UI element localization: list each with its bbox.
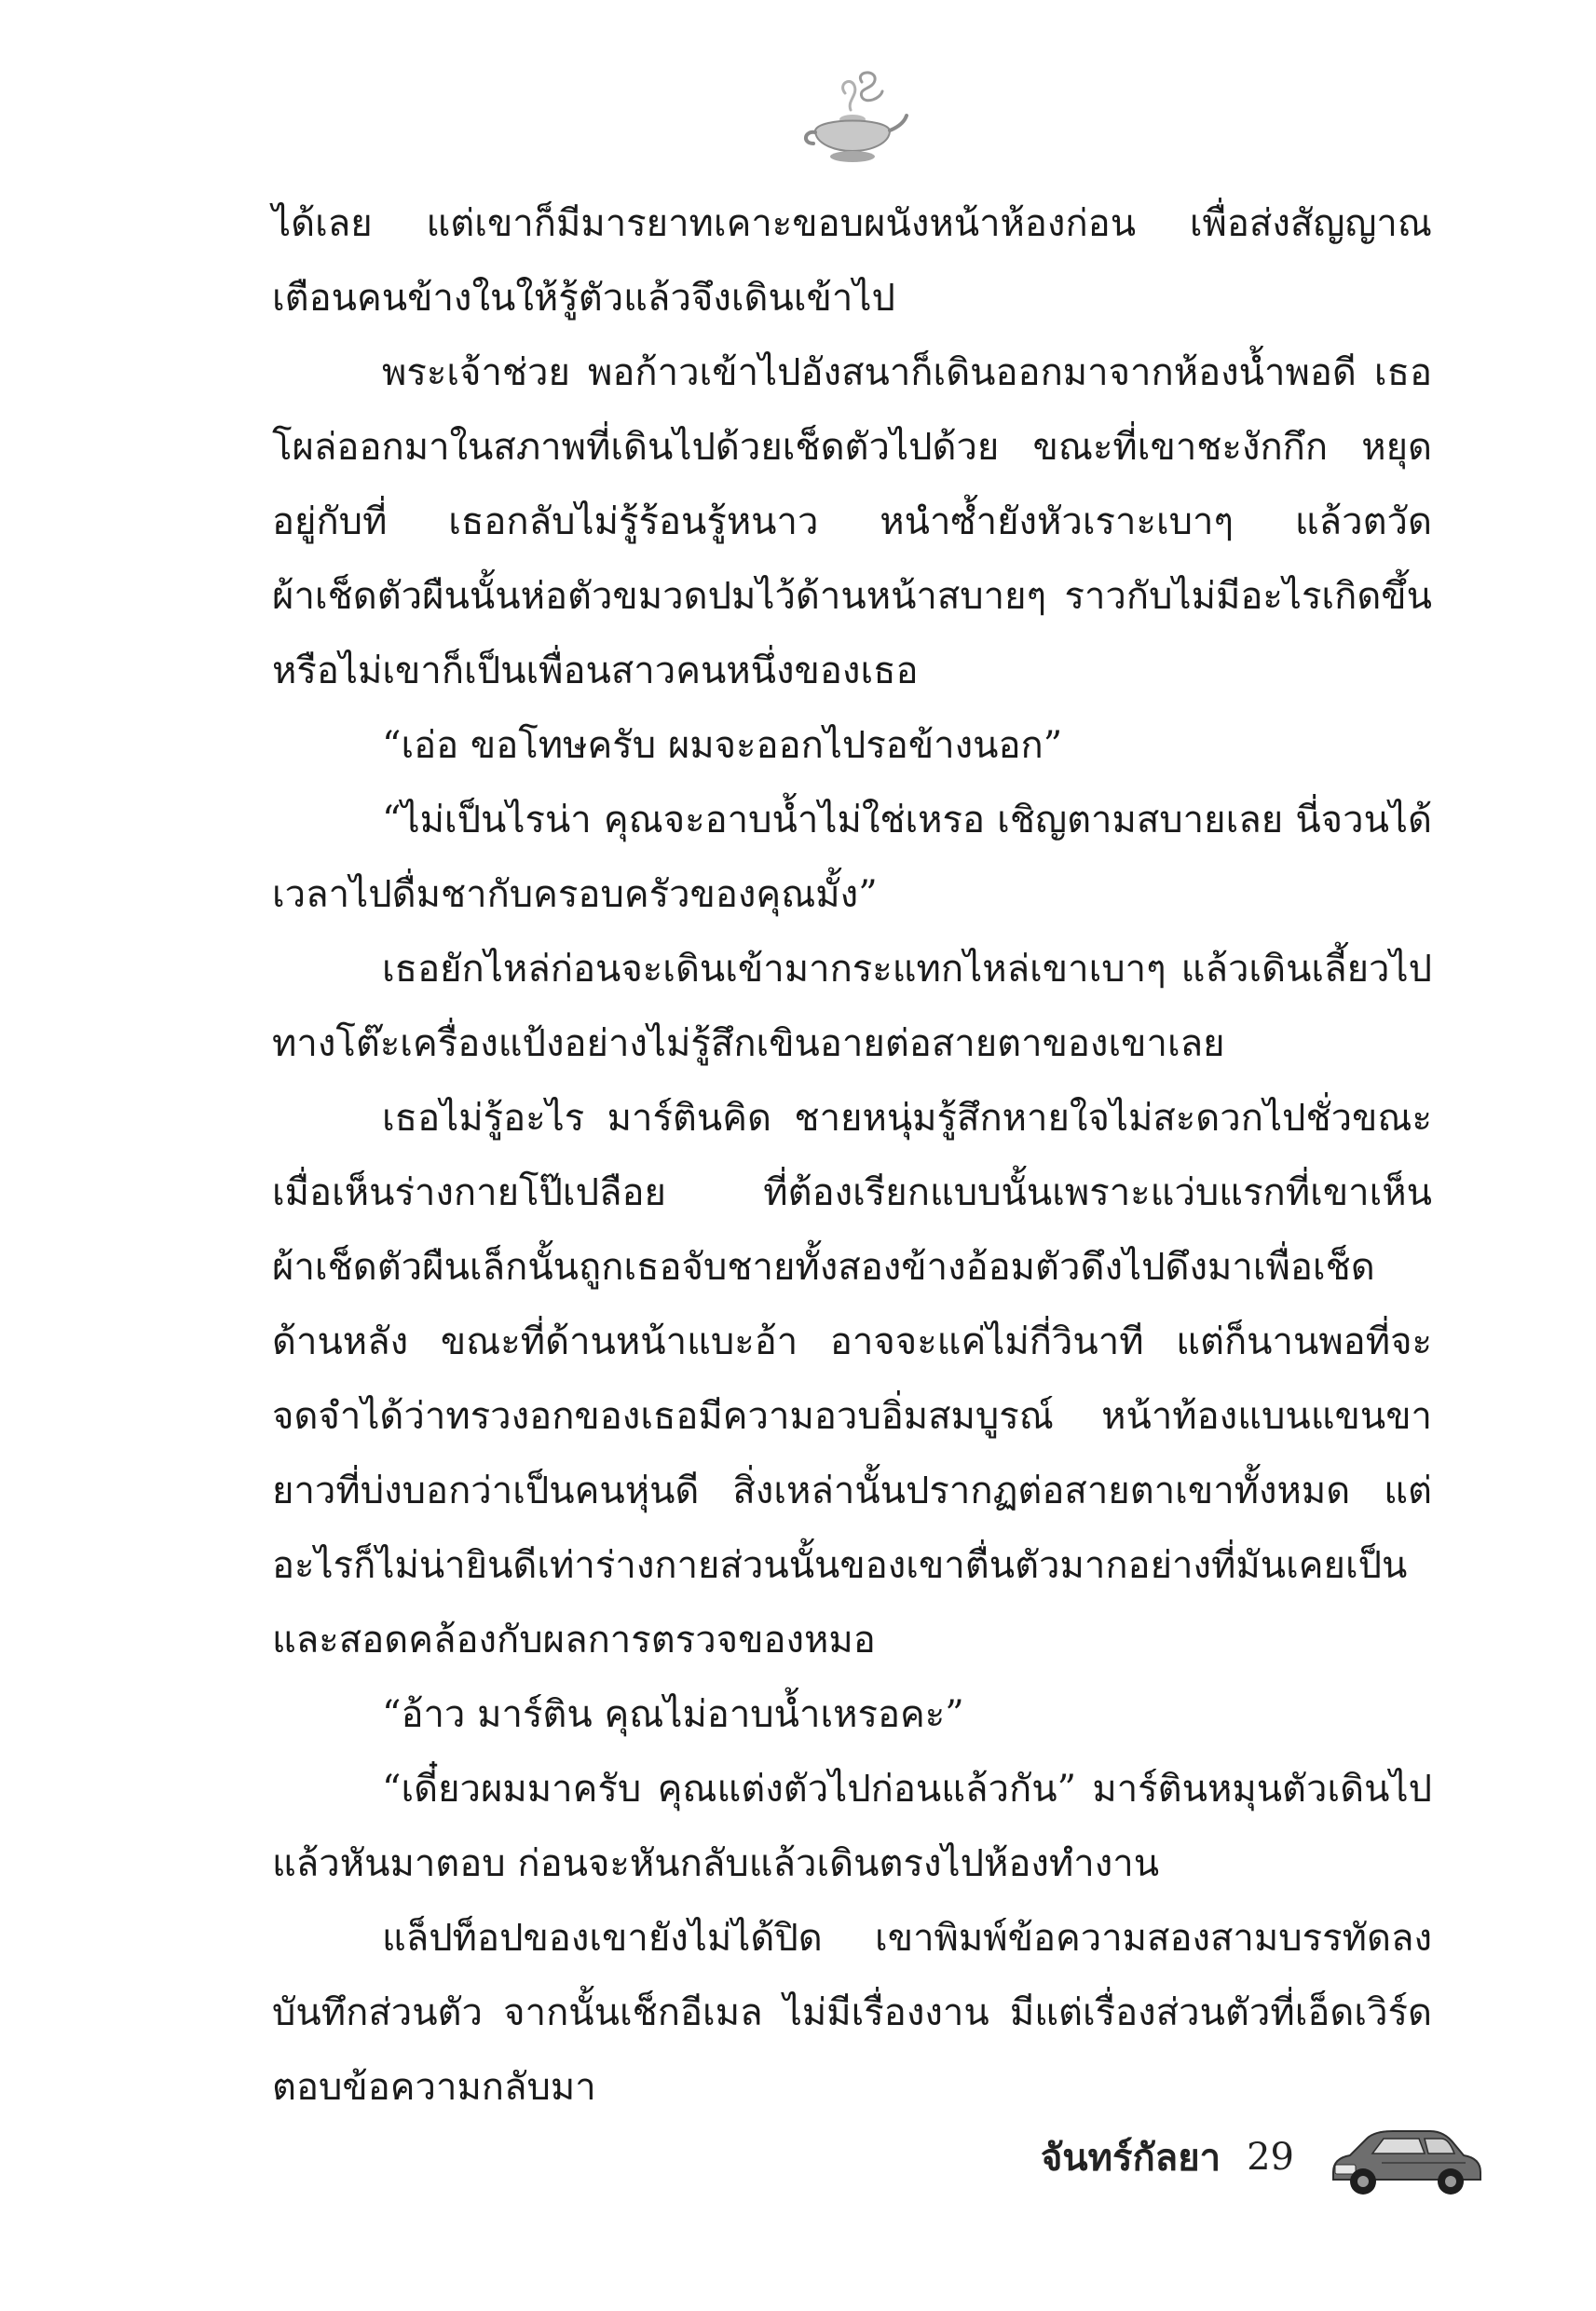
genie-lamp-icon [797, 65, 908, 177]
paragraph: “เอ่อ ขอโทษครับ ผมจะออกไปรอข้างนอก” [382, 724, 1063, 767]
paragraph: “ไม่เป็นไรน่า คุณจะอาบน้ำไม่ใช่เหรอ เชิญตามสบายเลย นี่จวนได้เวลาไปดื่มชากับครอบครัวของคุณมั้ง” [272, 799, 1432, 916]
paragraph: เธอไม่รู้อะไร มาร์ตินคิด ชายหนุ่มรู้สึกหายใจไม่สะดวกไปชั่วขณะ เมื่อเห็นร่างกายโป๊เปลือย ที่ต้องเรียกแบบนั้นเพราะแว่บแรกที่เขาเห็นผ้าเช็ดตัวผืนเล็กนั้นถูกเธอจับชายทั้งสองข้างอ้อมตัวดึงไปดึงมาเพื่อเช็ดด้านหลัง ขณะที่ด้านหน้าแบะอ้า อาจจะแค่ไม่กี่วินาที แต่ก็นานพอที่จะจดจำได้ว่าทรวงอกของเธอมีความอวบอิ่มสมบูรณ์ หน้าท้องแบนแขนขายาวที่บ่งบอกว่าเป็นคนหุ่นดี สิ่งเหล่านั้นปรากฏต่อสายตาเขาทั้งหมด แต่อะไรก็ไม่น่ายินดีเท่าร่างกายส่วนนั้นของเขาตื่นตัวมากอย่างที่มันเคยเป็นและสอดคล้องกับผลการตรวจของหมอ [272, 1097, 1432, 1661]
vintage-car-icon [1326, 2111, 1484, 2204]
paragraph: แล็ปท็อปของเขายังไม่ได้ปิด เขาพิมพ์ข้อความสองสามบรรทัดลงบันทึกส่วนตัว จากนั้นเช็กอีเมล ไม่มีเรื่องงาน มีแต่เรื่องส่วนตัวที่เอ็ดเวิร์ดตอบข้อความกลับมา [272, 1917, 1432, 2109]
paragraph: “อ้าว มาร์ติน คุณไม่อาบน้ำเหรอคะ” [382, 1693, 964, 1736]
paragraph: พระเจ้าช่วย พอก้าวเข้าไปอังสนาก็เดินออกมาจากห้องน้ำพอดี เธอโผล่ออกมาในสภาพที่เดินไปด้วยเช็ดตัวไปด้วย ขณะที่เขาชะงักกึก หยุดอยู่กับที่ เธอกลับไม่รู้ร้อนรู้หนาว หนำซ้ำยังหัวเราะเบาๆ แล้วตวัดผ้าเช็ดตัวผืนนั้นห่อตัวขมวดปมไว้ด้านหน้าสบายๆ ราวกับไม่มีอะไรเกิดขึ้นหรือไม่เขาก็เป็นเพื่อนสาวคนหนึ่งของเธอ [272, 351, 1432, 692]
body-text [272, 186, 1432, 2125]
paragraph: เธอยักไหล่ก่อนจะเดินเข้ามากระแทกไหล่เขาเบาๆ แล้วเดินเลี้ยวไปทางโต๊ะเครื่องแป้งอย่างไม่รู้สึกเขินอายต่อสายตาของเขาเลย [272, 948, 1432, 1065]
author-name: จันทร์กัลยา [1040, 2137, 1221, 2180]
paragraph: “เดี๋ยวผมมาครับ คุณแต่งตัวไปก่อนแล้วกัน” มาร์ตินหมุนตัวเดินไปแล้วหันมาตอบ ก่อนจะหันกลับแล้วเดินตรงไปห้องทำงาน [272, 1768, 1432, 1885]
paragraph: ได้เลย แต่เขาก็มีมารยาทเคาะขอบผนังหน้าห้องก่อน เพื่อส่งสัญญาณเตือนคนข้างในให้รู้ตัวแล้วจึงเดินเข้าไป [272, 202, 1432, 320]
page-number: 29 [1247, 2136, 1294, 2179]
page-footer [1041, 2106, 1484, 2208]
